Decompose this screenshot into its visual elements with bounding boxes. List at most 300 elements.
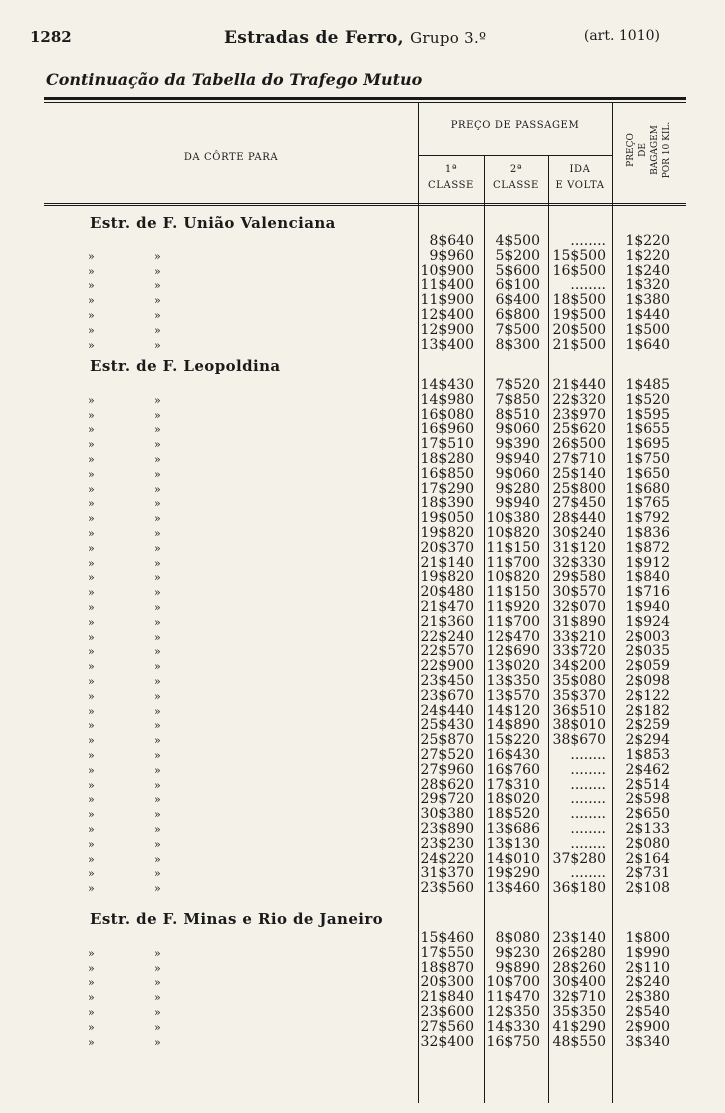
price-class2: 15$220 [486, 732, 540, 749]
price-baggage: 2$294 [625, 732, 670, 749]
price-roundtrip: ........ [570, 835, 606, 852]
header-class2-label: CLASSE [493, 180, 539, 191]
ditto-mark: » [88, 323, 95, 337]
ditto-mark: » [88, 571, 95, 585]
price-baggage: 1$853 [625, 747, 670, 763]
ditto-mark: » [88, 453, 95, 466]
table-row [50, 659, 684, 674]
table-row [50, 541, 684, 556]
price-class2: 11$470 [486, 989, 540, 1006]
ditto-mark: » [154, 689, 161, 703]
price-class2: 10$700 [486, 974, 540, 991]
table-row [50, 1035, 684, 1050]
table-row [50, 689, 684, 704]
price-class2: 11$700 [486, 613, 540, 630]
price-class2: 7$500 [495, 321, 540, 338]
header-class1-num: 1ª [444, 164, 458, 175]
price-class1: 23$600 [420, 1004, 474, 1020]
price-baggage: 2$380 [625, 989, 670, 1006]
table-row [50, 338, 684, 353]
ditto-mark: » [154, 991, 161, 1005]
price-class1: 27$560 [420, 1018, 474, 1035]
ditto-mark: » [154, 615, 161, 629]
price-baggage: 1$380 [625, 292, 670, 309]
price-roundtrip: 37$280 [552, 850, 606, 867]
header-bottom-rule [44, 203, 686, 204]
price-class1: 27$520 [420, 747, 474, 763]
ditto-mark: » [154, 423, 161, 437]
ditto-mark: » [88, 1020, 95, 1034]
price-baggage: 1$655 [625, 421, 670, 438]
price-class1: 23$230 [420, 835, 474, 852]
ditto-mark: » [88, 734, 95, 748]
price-roundtrip: 34$200 [552, 658, 606, 675]
table-row [50, 511, 684, 526]
price-baggage: 1$500 [625, 321, 670, 338]
price-class2: 9$060 [495, 465, 540, 482]
price-baggage: 2$731 [625, 865, 670, 882]
table-row [50, 807, 684, 822]
price-class1: 12$900 [420, 321, 474, 338]
price-roundtrip: 32$070 [552, 599, 606, 615]
table-row [50, 931, 684, 946]
price-class1: 17$550 [420, 944, 474, 961]
table-row [50, 393, 684, 408]
price-baggage: 2$182 [625, 702, 670, 719]
ditto-mark: » [88, 556, 95, 570]
table-row [50, 718, 684, 733]
price-roundtrip: 22$320 [552, 391, 606, 408]
price-class1: 21$360 [420, 613, 474, 630]
price-class1: 18$870 [420, 959, 474, 976]
ditto-mark: » [88, 601, 95, 614]
table-row [50, 763, 684, 778]
price-class2: 9$940 [495, 451, 540, 467]
ditto-mark: » [154, 338, 161, 352]
price-class1: 11$900 [420, 292, 474, 309]
table-row [50, 852, 684, 867]
price-class2: 9$060 [495, 421, 540, 438]
price-class1: 23$890 [420, 821, 474, 837]
price-group-rule [418, 155, 612, 156]
price-class1: 29$720 [420, 791, 474, 808]
price-class2: 13$350 [486, 673, 540, 689]
price-roundtrip: 31$890 [552, 613, 606, 630]
price-roundtrip: ........ [570, 791, 606, 808]
price-roundtrip: 32$710 [552, 989, 606, 1006]
ditto-mark: » [88, 338, 95, 352]
price-class2: 16$760 [486, 761, 540, 778]
price-class2: 19$290 [486, 865, 540, 882]
ditto-mark: » [154, 976, 161, 990]
ditto-mark: » [154, 793, 161, 807]
table-row [50, 615, 684, 630]
price-class1: 28$620 [420, 776, 474, 793]
section-title: Estr. de F. União Valenciana [90, 214, 336, 232]
price-class1: 19$820 [420, 525, 474, 541]
price-roundtrip: ........ [570, 233, 606, 249]
table-row [50, 778, 684, 793]
price-class1: 31$370 [420, 865, 474, 882]
price-baggage: 1$990 [625, 944, 670, 961]
price-baggage: 1$800 [625, 930, 670, 946]
ditto-mark: » [154, 675, 161, 688]
price-roundtrip: 26$280 [552, 944, 606, 961]
price-roundtrip: 28$440 [552, 510, 606, 527]
price-class2: 16$430 [486, 747, 540, 763]
header-roundtrip [548, 162, 612, 194]
price-roundtrip: ........ [570, 865, 606, 882]
price-class1: 20$480 [420, 584, 474, 601]
price-class1: 18$280 [420, 451, 474, 467]
table-row [50, 437, 684, 452]
ditto-mark: » [88, 512, 95, 526]
ditto-mark: » [154, 660, 161, 674]
price-baggage: 2$098 [625, 673, 670, 689]
ditto-mark: » [88, 482, 95, 496]
price-class2: 14$010 [486, 850, 540, 867]
ditto-mark: » [88, 675, 95, 688]
price-class2: 13$686 [486, 821, 540, 837]
price-class2: 9$940 [495, 495, 540, 512]
ditto-mark: » [88, 976, 95, 990]
table-row [50, 961, 684, 976]
price-roundtrip: 23$140 [552, 930, 606, 946]
section-title: Estr. de F. Leopoldina [90, 357, 281, 375]
price-class1: 25$430 [420, 717, 474, 734]
table-row [50, 408, 684, 423]
table-row [50, 452, 684, 467]
price-class1: 12$400 [420, 307, 474, 323]
price-baggage: 2$164 [625, 850, 670, 867]
ditto-mark: » [154, 323, 161, 337]
price-class2: 16$750 [486, 1033, 540, 1050]
price-roundtrip: 33$210 [552, 628, 606, 645]
price-baggage: 1$792 [625, 510, 670, 527]
price-roundtrip: ........ [570, 821, 606, 837]
ditto-mark: » [154, 264, 161, 278]
price-roundtrip: 21$440 [552, 377, 606, 393]
price-roundtrip: 25$800 [552, 480, 606, 497]
price-baggage: 1$912 [625, 554, 670, 571]
price-roundtrip: 19$500 [552, 307, 606, 323]
ditto-mark: » [88, 645, 95, 659]
price-class2: 12$470 [486, 628, 540, 645]
price-baggage: 2$108 [625, 880, 670, 897]
price-class2: 14$120 [486, 702, 540, 719]
ditto-mark: » [88, 467, 95, 481]
price-class2: 4$500 [495, 233, 540, 249]
price-class2: 8$080 [495, 930, 540, 946]
header-price-group: PREÇO DE PASSAGEM [450, 120, 580, 131]
price-baggage: 2$133 [625, 821, 670, 837]
header-baggage-line2: DE [638, 143, 648, 157]
table-row [50, 293, 684, 308]
table-row [50, 946, 684, 961]
price-class2: 11$700 [486, 554, 540, 571]
price-roundtrip: 23$970 [552, 406, 606, 423]
table-row [50, 644, 684, 659]
price-baggage: 1$595 [625, 406, 670, 423]
price-baggage: 1$220 [625, 247, 670, 264]
table-row [50, 570, 684, 585]
price-class2: 10$380 [486, 510, 540, 527]
table-row [50, 704, 684, 719]
ditto-mark: » [88, 630, 95, 644]
price-roundtrip: ........ [570, 761, 606, 778]
price-class2: 8$510 [495, 406, 540, 423]
price-baggage: 2$003 [625, 628, 670, 645]
price-class2: 9$280 [495, 480, 540, 497]
price-baggage: 1$695 [625, 436, 670, 453]
price-baggage: 1$924 [625, 613, 670, 630]
table-row [50, 422, 684, 437]
price-baggage: 2$540 [625, 1004, 670, 1020]
price-class2: 9$890 [495, 959, 540, 976]
ditto-mark: » [154, 453, 161, 466]
price-roundtrip: 20$500 [552, 321, 606, 338]
ditto-mark: » [154, 541, 161, 555]
ditto-mark: » [154, 512, 161, 526]
price-class2: 9$390 [495, 436, 540, 453]
price-roundtrip: 48$550 [552, 1033, 606, 1050]
price-baggage: 2$462 [625, 761, 670, 778]
ditto-mark: » [88, 660, 95, 674]
price-class2: 12$690 [486, 643, 540, 660]
price-roundtrip: 28$260 [552, 959, 606, 976]
ditto-mark: » [154, 497, 161, 511]
price-class2: 14$890 [486, 717, 540, 734]
table-row [50, 881, 684, 896]
price-class1: 16$960 [420, 421, 474, 438]
table-row [50, 496, 684, 511]
header-baggage-line4: POR 10 KIL. [662, 121, 672, 179]
price-class2: 5$600 [495, 262, 540, 279]
header-class1-label: CLASSE [428, 180, 474, 191]
ditto-mark: » [154, 279, 161, 293]
price-class2: 18$520 [486, 806, 540, 823]
table-row [50, 278, 684, 293]
ditto-mark: » [88, 423, 95, 437]
price-class1: 20$370 [420, 539, 474, 556]
ditto-mark: » [154, 734, 161, 748]
header-class2 [484, 162, 548, 194]
price-class2: 7$520 [495, 377, 540, 393]
table-row [50, 748, 684, 763]
ditto-mark: » [88, 294, 95, 308]
price-baggage: 2$035 [625, 643, 670, 660]
ditto-mark: » [88, 309, 95, 322]
price-baggage: 1$680 [625, 480, 670, 497]
top-rule [44, 97, 686, 100]
price-roundtrip: 25$620 [552, 421, 606, 438]
table-row [50, 975, 684, 990]
ditto-mark: » [88, 882, 95, 896]
price-roundtrip: 21$500 [552, 336, 606, 353]
header-baggage [612, 100, 686, 200]
price-roundtrip: 30$570 [552, 584, 606, 601]
price-class1: 16$080 [420, 406, 474, 423]
price-class1: 25$870 [420, 732, 474, 749]
price-roundtrip: 26$500 [552, 436, 606, 453]
ditto-mark: » [88, 689, 95, 703]
price-class2: 5$200 [495, 247, 540, 264]
price-baggage: 1$220 [625, 233, 670, 249]
price-baggage: 1$440 [625, 307, 670, 323]
ditto-mark: » [88, 778, 95, 792]
table-row [50, 234, 684, 249]
price-baggage: 1$240 [625, 262, 670, 279]
header-class1 [418, 162, 484, 194]
page-number: 1282 [30, 28, 72, 46]
table-row [50, 467, 684, 482]
price-roundtrip: 31$120 [552, 539, 606, 556]
price-class1: 17$510 [420, 436, 474, 453]
price-class1: 32$400 [420, 1033, 474, 1050]
price-class2: 6$400 [495, 292, 540, 309]
table-row [50, 837, 684, 852]
price-roundtrip: 33$720 [552, 643, 606, 660]
table-row [50, 990, 684, 1005]
ditto-mark: » [154, 1006, 161, 1019]
price-class2: 9$230 [495, 944, 540, 961]
price-class1: 23$670 [420, 687, 474, 704]
price-class2: 10$820 [486, 569, 540, 586]
journal-title [224, 28, 486, 48]
price-roundtrip: ........ [570, 747, 606, 763]
price-roundtrip: ........ [570, 277, 606, 294]
price-roundtrip: 36$510 [552, 702, 606, 719]
table-row [50, 249, 684, 264]
price-roundtrip: ........ [570, 806, 606, 823]
ditto-mark: » [88, 852, 95, 866]
table-row [50, 866, 684, 881]
ditto-mark: » [88, 719, 95, 733]
price-baggage: 1$485 [625, 377, 670, 393]
price-baggage: 1$520 [625, 391, 670, 408]
table-row [50, 308, 684, 323]
ditto-mark: » [154, 438, 161, 452]
price-baggage: 2$122 [625, 687, 670, 704]
ditto-mark: » [88, 527, 95, 540]
table-row [50, 323, 684, 338]
price-roundtrip: 16$500 [552, 262, 606, 279]
ditto-mark: » [154, 467, 161, 481]
ditto-mark: » [154, 719, 161, 733]
ditto-mark: » [88, 749, 95, 762]
header-baggage-text [625, 122, 673, 179]
price-class1: 23$450 [420, 673, 474, 689]
price-class1: 24$440 [420, 702, 474, 719]
page-header [28, 28, 668, 52]
table-row [50, 556, 684, 571]
price-baggage: 1$765 [625, 495, 670, 512]
ditto-mark: » [88, 586, 95, 600]
price-class1: 18$390 [420, 495, 474, 512]
ditto-mark: » [154, 778, 161, 792]
table-row [50, 1005, 684, 1020]
price-baggage: 1$750 [625, 451, 670, 467]
price-roundtrip: 30$400 [552, 974, 606, 991]
price-class2: 7$850 [495, 391, 540, 408]
price-class1: 17$290 [420, 480, 474, 497]
ditto-mark: » [154, 1035, 161, 1049]
ditto-mark: » [154, 601, 161, 614]
price-class1: 16$850 [420, 465, 474, 482]
price-class1: 11$400 [420, 277, 474, 294]
price-class1: 24$220 [420, 850, 474, 867]
price-class2: 13$570 [486, 687, 540, 704]
table-row [50, 674, 684, 689]
price-baggage: 1$940 [625, 599, 670, 615]
price-class1: 19$820 [420, 569, 474, 586]
price-baggage: 2$080 [625, 835, 670, 852]
ditto-mark: » [154, 556, 161, 570]
header-baggage-line3: BAGAGEM [650, 125, 660, 175]
header-route: DA CÔRTE PARA [183, 152, 279, 163]
price-class2: 17$310 [486, 776, 540, 793]
price-roundtrip: 41$290 [552, 1018, 606, 1035]
ditto-mark: » [154, 1020, 161, 1034]
price-class2: 12$350 [486, 1004, 540, 1020]
price-class1: 14$980 [420, 391, 474, 408]
price-roundtrip: 29$580 [552, 569, 606, 586]
price-baggage: 1$640 [625, 336, 670, 353]
ditto-mark: » [154, 961, 161, 975]
ditto-mark: » [154, 645, 161, 659]
price-class1: 22$240 [420, 628, 474, 645]
ditto-mark: » [88, 793, 95, 807]
ditto-mark: » [154, 837, 161, 851]
ditto-mark: » [154, 882, 161, 896]
price-roundtrip: 35$370 [552, 687, 606, 704]
header-roundtrip-line1: IDA [569, 164, 591, 175]
ditto-mark: » [88, 808, 95, 822]
price-class1: 21$140 [420, 554, 474, 571]
price-baggage: 2$110 [625, 959, 670, 976]
price-class2: 13$020 [486, 658, 540, 675]
price-class2: 6$800 [495, 307, 540, 323]
ditto-mark: » [88, 541, 95, 555]
table-subtitle: Continuação da Tabella do Trafego Mutuo [46, 70, 423, 89]
price-class1: 22$570 [420, 643, 474, 660]
price-class1: 21$470 [420, 599, 474, 615]
table-row [50, 822, 684, 837]
price-baggage: 1$872 [625, 539, 670, 556]
ditto-mark: » [154, 482, 161, 496]
journal-name: Estradas de Ferro, [224, 28, 404, 48]
price-roundtrip: 35$350 [552, 1004, 606, 1020]
price-roundtrip: 27$450 [552, 495, 606, 512]
ditto-mark: » [154, 852, 161, 866]
ditto-mark: » [88, 704, 95, 718]
section-title: Estr. de F. Minas e Rio de Janeiro [90, 910, 384, 928]
price-class2: 14$330 [486, 1018, 540, 1035]
ditto-mark: » [88, 249, 95, 263]
price-class1: 9$960 [429, 247, 474, 264]
price-baggage: 2$514 [625, 776, 670, 793]
price-baggage: 1$840 [625, 569, 670, 586]
ditto-mark: » [154, 704, 161, 718]
ditto-mark: » [154, 249, 161, 263]
ditto-mark: » [88, 615, 95, 629]
price-class2: 11$150 [486, 584, 540, 601]
price-baggage: 1$320 [625, 277, 670, 294]
price-roundtrip: 38$670 [552, 732, 606, 749]
price-baggage: 2$059 [625, 658, 670, 675]
ditto-mark: » [88, 1006, 95, 1019]
price-class2: 11$920 [486, 599, 540, 615]
